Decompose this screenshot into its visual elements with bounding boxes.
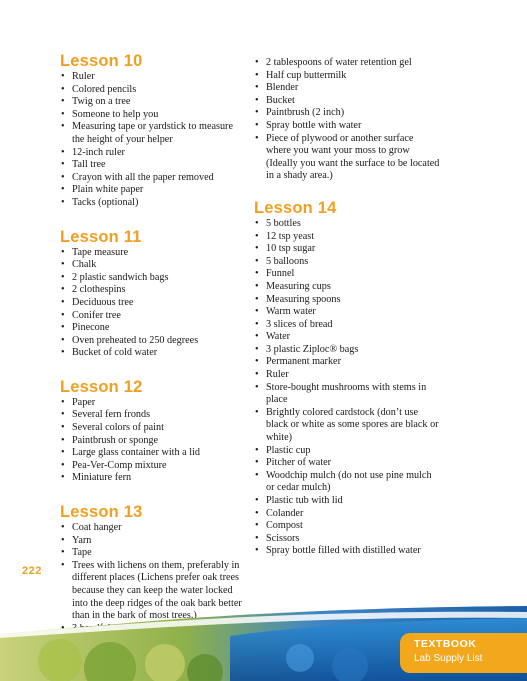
list-item: • 12 tsp yeast [254,231,440,244]
lesson-heading: Lesson 14 [254,198,337,217]
list-item: • Pea-Ver-Comp mixture [60,460,242,473]
list-item: • Plastic cup [254,445,440,458]
list-item: • Colored pencils [60,84,242,97]
list-item: • Ruler [60,71,242,84]
list-item: • Coat hanger [60,522,242,535]
lesson-heading: Lesson 11 [60,227,142,246]
list-item: • Measuring cups [254,281,440,294]
lesson-heading: Lesson 10 [60,52,143,70]
list-item: • 3 plastic Ziploc® bags [254,344,440,357]
lesson-13-continued-list [254,57,440,183]
list-item: • Paper [60,397,242,410]
list-item: • Trees with lichens on them, preferably in different places (Lichens prefer oak trees because they can keep the water locked into the deep ridges of the oak bark better than in the bark of most trees.) [60,560,242,623]
list-item: • Piece of plywood or another surface where you want your moss to grow (Ideally you want the surface to be located in a shady area.) [254,133,440,183]
right-column [254,57,440,576]
list-item: • 5 bottles [254,218,440,231]
lesson-12 [60,378,242,485]
list-item: • Spray bottle with water [254,120,440,133]
list-item: • Bucket of cold water [60,347,242,360]
list-item: • Water [254,331,440,344]
list-item: • Woodchip mulch (do not use pine mulch or cedar mulch) [254,470,440,495]
list-item: • Ruler [254,369,440,382]
list-item: • Large glass container with a lid [60,447,242,460]
list-item: • 2 clothespins [60,284,242,297]
list-item: • Someone to help you [60,109,242,122]
list-item: • Crayon with all the paper removed [60,172,242,185]
badge-title: TEXTBOOK [414,638,477,650]
list-item: • Plain white paper [60,184,242,197]
list-item: • Tacks (optional) [60,197,242,210]
supply-list [60,71,242,210]
list-item: • 12-inch ruler [60,147,242,160]
badge-subtitle: Lab Supply List [414,653,483,664]
list-item: • Warm water [254,306,440,319]
list-item: • Measuring spoons [254,294,440,307]
list-item: • Bucket [254,95,440,108]
list-item: • Plastic tub with lid [254,495,440,508]
list-item: • Scissors [254,533,440,546]
list-item: • Tall tree [60,159,242,172]
list-item: • 10 tsp sugar [254,243,440,256]
page-number: 222 [22,565,42,577]
list-item: • Several colors of paint [60,422,242,435]
list-item: • Pitcher of water [254,457,440,470]
list-item: • Permanent marker [254,356,440,369]
lesson-10 [60,52,242,210]
list-item: • Spray bottle filled with distilled water [254,545,440,558]
lesson-14 [254,199,440,558]
list-item: • Half cup buttermilk [254,70,440,83]
list-item: • Blender [254,82,440,95]
list-item: • Oven preheated to 250 degrees [60,335,242,348]
list-item: • Yarn [60,535,242,548]
list-item: • Store-bought mushrooms with stems in place [254,382,440,407]
section-badge-label [400,633,527,673]
supply-list [60,247,242,360]
list-item: • Pinecone [60,322,242,335]
list-item: • Tape [60,547,242,560]
list-item: • Tape measure [60,247,242,260]
list-item: • Chalk [60,259,242,272]
list-item: • 5 balloons [254,256,440,269]
list-item: • Conifer tree [60,310,242,323]
lesson-heading: Lesson 12 [60,377,143,396]
list-item: • 2 plastic sandwich bags [60,272,242,285]
supply-list [60,397,242,485]
list-item: • Miniature fern [60,472,242,485]
list-item: • 3 slices of bread [254,319,440,332]
list-item: • Paintbrush or sponge [60,435,242,448]
list-item: • Funnel [254,268,440,281]
list-item: • Deciduous tree [60,297,242,310]
lesson-heading: Lesson 13 [60,503,143,522]
list-item: • Brightly colored cardstock (don’t use black or white as some spores are black or white) [254,407,440,445]
list-item: • Several fern fronds [60,409,242,422]
list-item: • Compost [254,520,440,533]
list-item: • Paintbrush (2 inch) [254,107,440,120]
list-item: • 2 tablespoons of water retention gel [254,57,440,70]
list-item: • Measuring tape or yardstick to measure the height of your helper [60,121,242,146]
supply-list [254,218,440,558]
list-item: • Colander [254,508,440,521]
lesson-11 [60,228,242,360]
list-item: • Twig on a tree [60,96,242,109]
left-column [60,52,242,653]
